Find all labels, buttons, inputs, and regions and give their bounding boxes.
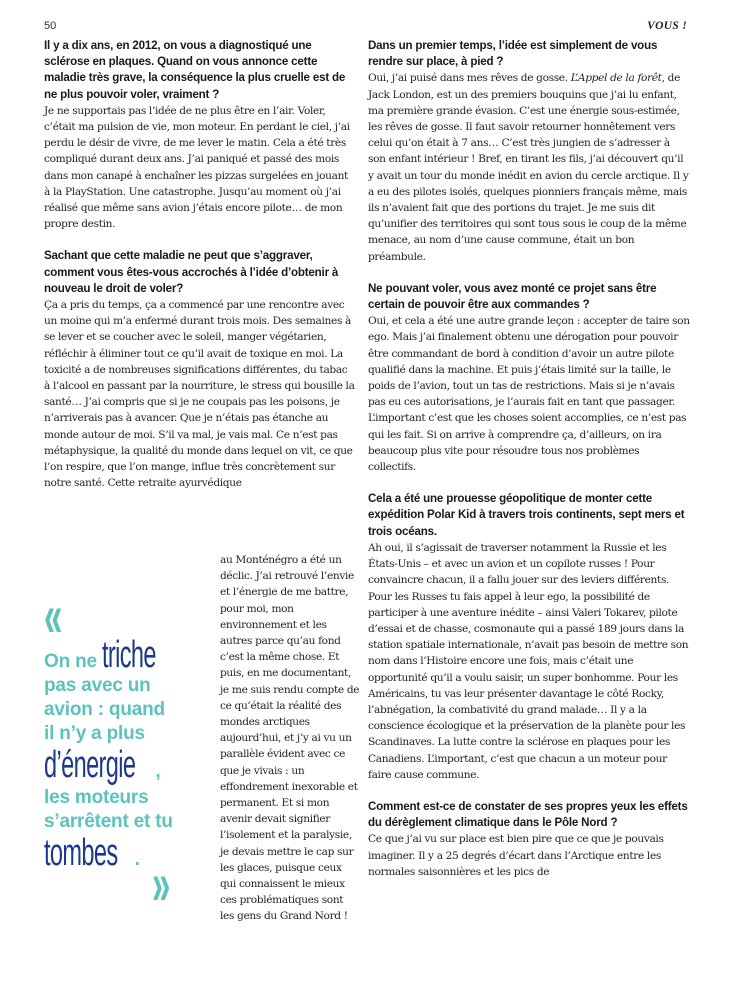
pull-quote-line-7: s’arrêtent et tu: [44, 811, 173, 832]
pull-quote-line-3: avion : quand: [44, 699, 165, 720]
left-column: [44, 38, 356, 507]
pull-quote-punct: .: [134, 849, 140, 870]
page-number: 50: [44, 20, 57, 32]
answer-1: Je ne supportais pas l’idée de ne plus être en l’air. Voler, c’était ma pulsion de vie, mon moteur. En perdant le ciel, j’ai perdu le désir de vivre, de me lever le matin. Cela a été très compliqué durant deux ans. J’ai paniqué et passé des mois dans mon canapé à enchaîner les pizzas surgelées en jouant à la PlayStation. Une catastrophe. Jusqu’au moment où j’ai réalisé que même sans avion j’étais encore pilote… de mon propre destin.: [44, 104, 350, 231]
question-1: Il y a dix ans, en 2012, on vous a diagnostiqué une sclérose en plaques. Quand on vous annonce cette maladie très grave, la conséquence la plus cruelle est de ne plus pouvoir voler, vraiment ?: [44, 39, 346, 101]
pull-quote-line-2: pas avec un: [44, 675, 151, 696]
question-4: Ne pouvant voler, vous avez monté ce projet sans être certain de pouvoir être aux commandes ?: [368, 281, 657, 312]
question-2: Sachant que cette maladie ne peut que s’aggraver, comment vous êtes-vous accrochés à l’idée d’obtenir à nouveau le droit de voler?: [44, 249, 339, 295]
answer-4: Oui, et cela a été une autre grande leçon : accepter de taire son ego. Mais j’ai finalement obtenu une dérogation pour pouvoir être commandant de bord à condition d’avoir un autre pilote qualifié dans la machine. Et puis j’étais limité sur la taille, le poids de l’avion, tout un tas de restrictions. Mais si je n’avais pas eu ces autorisations, je l’aurais fait en tant que passager. L’important c’est que les choses soient accomplies, ce n’est pas qui les fait. Si on arrive à comprendre ça, d’ailleurs, on ira beaucoup plus vite pour résoudre tous nos problèmes collectifs.: [368, 315, 690, 474]
pull-quote-emphasis: d’énergie: [44, 744, 136, 786]
book-title: L’Appel de la forêt: [570, 72, 662, 85]
section-title: VOUS !: [647, 20, 687, 32]
answer-2-continued-block: [220, 552, 360, 925]
pull-quote-line-6: les moteurs: [44, 787, 149, 808]
answer-5: Ah oui, il s’agissait de traverser notamment la Russie et les États-Unis – et avec un avion et un copilote russes ! Pour convaincre chacun, il a fallu jouer sur des leviers différents. Pour les Russes tu fais appel à leur ego, la possibilité de participer à une aventure inédite – ainsi Valeri Tokarev, pilote d’essai et de chasse, cosmonaute qui a passé 189 jours dans la station spatiale internationale, n’avait pas besoin de mettre son nom dans l’Histoire encore une fois, mais c’était une opportunité qu’il a voulu saisir, un super bonhomme. Pour les Américains, tu vas leur présenter davantage le côté Rocky, l’abnégation, la combativité du grand malade… Il y a la conscience écologique et la préservation de la planète pour les Scandinaves. La lutte contre la sclérose en plaques pour les Canadiens. L’important, c’est que chacun a un moteur pour faire cause commune.: [368, 541, 689, 781]
pull-quote-punct: ,: [155, 761, 161, 782]
right-column: [368, 38, 690, 896]
pull-quote-line-5: [44, 746, 204, 786]
answer-2-continued: au Monténégro a été un déclic. J’ai retrouvé l’envie et l’énergie de me battre, pour moi, mon environnement et les autres parce qu’au fond c’est la même chose. Et puis, en me documentant, je me suis rendu compte de ce qu’était la réalité des mondes arctiques aujourd’hui, et j’y ai vu un parallèle évident avec ce que je vivais : un effondrement inexorable et permanent. Et si mon avenir devait signifier l’isolement et la paralysie, je devais mettre le cap sur les glaces, puisque ceux qui connaissent le mieux ces problématiques sont les gens du Grand Nord !: [220, 554, 360, 923]
pull-quote-text: On ne: [44, 651, 102, 672]
question-6: Comment est-ce de constater de ses propres yeux les effets du dérèglement climatique dans le Pôle Nord ?: [368, 799, 688, 830]
answer-2: Ça a pris du temps, ça a commencé par une rencontre avec un moine qui m’a enfermé durant trois mois. Des semaines à se lever et se coucher avec le soleil, manger végétarien, réfléchir à éliminer tout ce qu’il avait de toxique en moi. La toxicité a de nombreuses significations différentes, du tabac à l’alcool en passant par la nourriture, le stress qui bousille la santé… J’ai compris que si je ne coupais pas les poisons, je n’arriverais pas à avancer. Que je n’étais pas étanche au monde autour de moi. S’il va mal, je vais mal. Ce n’est pas métaphysique, la qualité du monde dans lequel on vit, ce que l’on respire, que l’on mange, influe très concrètement sur notre santé. Cette retraite ayurvédique: [44, 299, 355, 490]
answer-3-text: Oui, j’ai puisé dans mes rêves de gosse.: [368, 72, 571, 85]
pull-quote-line-1: [44, 636, 204, 674]
pull-quote-line-4: il n’y a plus: [44, 723, 145, 744]
open-quote-icon: «: [44, 582, 63, 649]
answer-3-text: , de Jack London, est un des premiers bouquins que j’ai lu enfant, ma première grande évasion. C’est une énergie sous-estimée, les rêves de gosse. Il faut savoir retourner honnêtement vers celui qu’on était à 7 ans… C’est très jungien de s’adresser à son enfant intérieur ! Bref, en tirant les fils, j’ai découvert qu’il y avait un tour du monde inédit en avion du cercle arctique. Il y a eu des pilotes isolés, quelques pionniers français même, mais ils n’avaient fait que des portions du trajet. Je me suis dit qu’unifier des territoires qui sont tous sous le coup de la même menace, au nom d’une cause commune, était un bon préambule.: [368, 72, 689, 263]
question-3: Dans un premier temps, l’idée est simplement de vous rendre sur place, à pied ?: [368, 39, 658, 69]
answer-3: [368, 70, 690, 264]
pull-quote-emphasis: triche: [101, 634, 156, 676]
pull-quote-line-8: [44, 834, 204, 874]
question-5: Cela a été une prouesse géopolitique de monter cette expédition Polar Kid à travers trois continents, sept mers et trois océans.: [368, 492, 685, 538]
answer-6: Ce que j’ai vu sur place est bien pire que ce que je pouvais imaginer. Il y a 25 degrés d’écart dans l’Arctique entre les normales saisonnières et les pics de: [368, 833, 664, 878]
pull-quote-emphasis: tombes: [44, 832, 118, 874]
close-quote-icon: »: [152, 850, 171, 917]
pull-quote: [44, 582, 204, 917]
